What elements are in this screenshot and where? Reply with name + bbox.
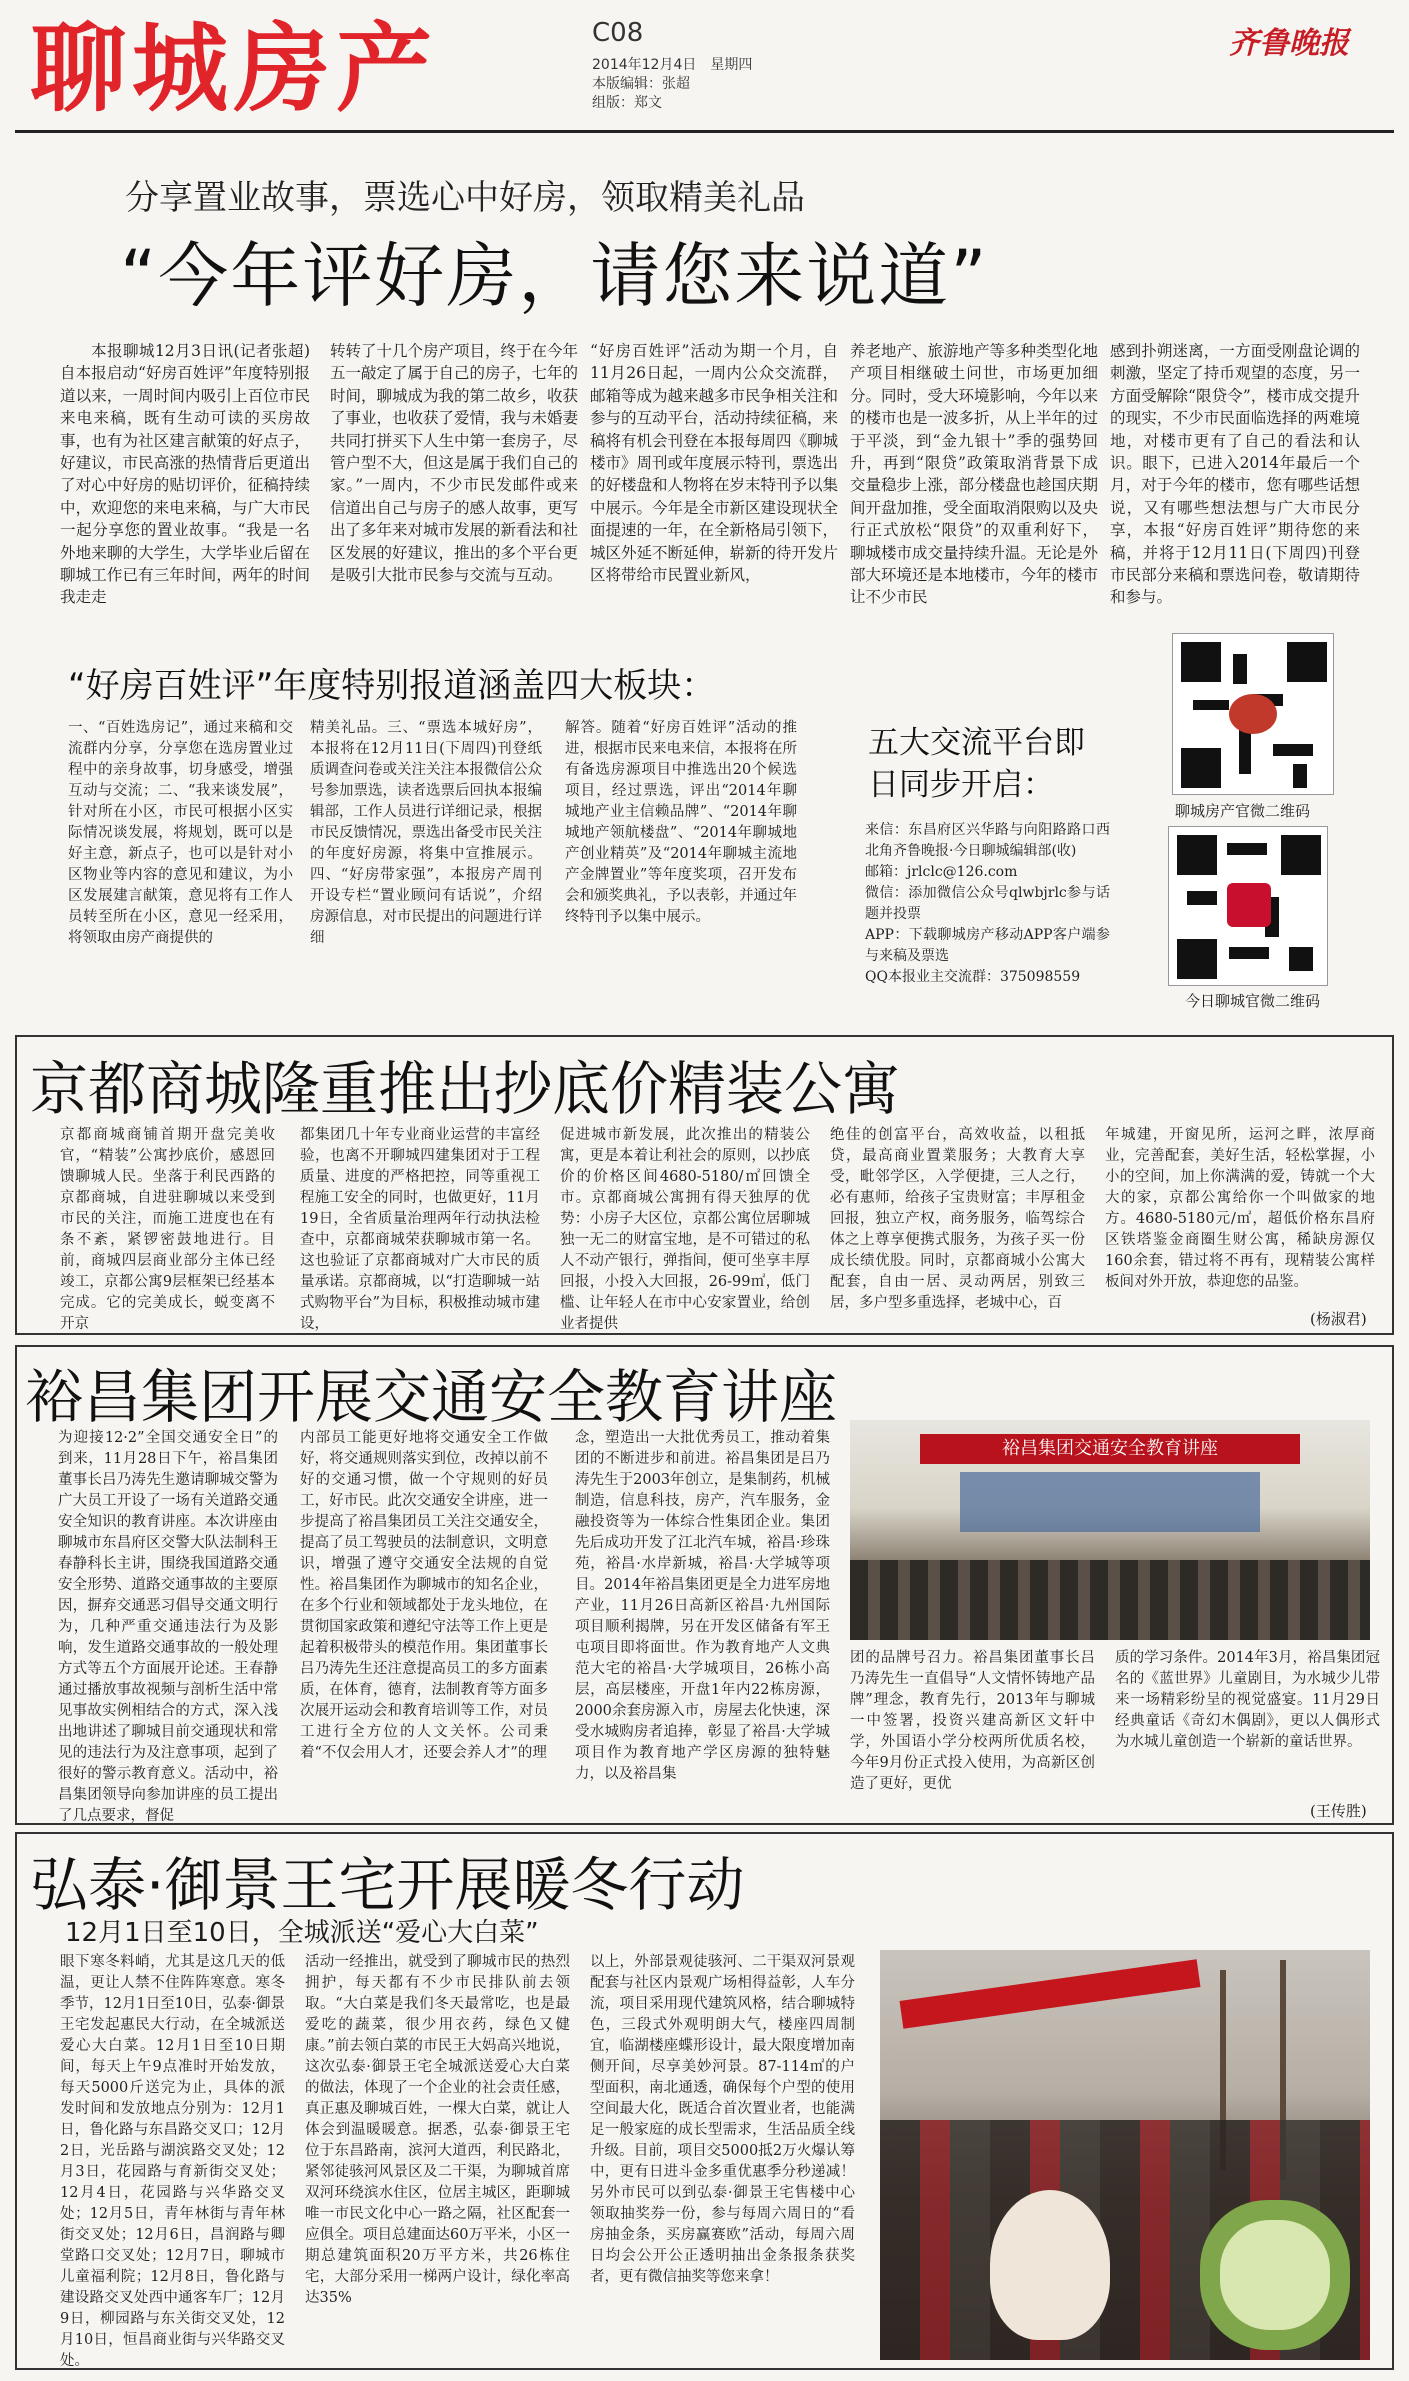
- yuchang-col-3: 念，塑造出一大批优秀员工，推动着集团的不断进步和前进。裕昌集团是吕乃涛先生于2003年创立，是集制药，机械制造，信息科技，房产，汽车服务，金融投资等为一体综合性集团企业。集团先后成功开发了江北汽车城，裕昌·珍珠苑，裕昌·水岸新城，裕昌·大学城等项目。2014年裕昌集团更是全力进军房地产业，11月26日高新区裕昌·九州国际项目顺利揭牌，另在开发区储备有军王屯项目即将面世。作为教育地产人文典范大宅的裕昌·大学城项目，26栋小高层，高层楼座，开盘1年内22栋房源，2000余套房源入市，房屋去化快速，深受水城购房者追捧，彰显了裕昌·大学城项目作为教育地产学区房源的独特魅力，以及裕昌集: [575, 1430, 830, 1782]
- sub-headline: “好房百姓评”年度特别报道涵盖四大板块：: [68, 666, 716, 706]
- qr-caption-official: 聊城房产官微二维码: [1175, 802, 1311, 820]
- yuchang-lecture-photo: [850, 1420, 1370, 1640]
- platform-app: APP：下载聊城房产移动APP客户端参与来稿及票选: [865, 927, 1110, 964]
- lead-col-3: “好房百姓评”活动为期一个月，自11月26日起，一周内公众交流群，邮箱等成为越来越多市民争相关注和参与的互动平台，活动持续征稿，来稿将有机会刊登在本报每周四《聊城楼市》周刊或年度展示特刊，票选出的好楼盘和人物将在岁末特刊予以集中展示。今年是全市新区建设现状全面提速的一年，在全新格局引领下，城区外延不断延伸，崭新的待开发片区将带给市民置业新风，: [590, 342, 839, 585]
- hongtai-col-3: 以上，外部景观徒骇河、二干渠双河景观配套与社区内景观广场相得益彰，人车分流，项目采用现代建筑风格，结合聊城特色，三段式外观明朗大气，楼座四周制宜，临湖楼座蝶形设计，最大限度增加南侧开间，尽享美妙河景。87-114㎡的户型面积，南北通透，确保每个户型的使用空间最大化，既适合首次置业者，也能满足一般家庭的成长型需求，生活品质全线升级。目前，项目交5000抵2万火爆认筹中，更有日进斗金多重优惠季分秒递减！另外市民可以到弘泰·御景王宅售楼中心领取抽奖券一份，参与每周六周日的“看房抽金条，买房赢赛欧”活动，每周六周日均会公开公正透明抽出金条报条获奖者，更有微信抽奖等您来拿！: [590, 1954, 855, 2285]
- lead-headline: “今年评好房，请您来说道”: [120, 235, 989, 317]
- platform-mail: 来信：东昌府区兴华路与向阳路路口西北角齐鲁晚报·今日聊城编辑部(收): [865, 822, 1110, 859]
- jingdu-col-3: 促进城市新发展，此次推出的精装公寓，更是本着让利社会的原则，以抄底价的价格区间4680-5180/㎡回馈全市。京都商城公寓拥有得天独厚的优势：小房子大区位，京都公寓位居聊城独一无二的财富宝地，是不可错过的私人不动产银行，弹指间，便可坐享丰厚回报，小投入大回报，26-99㎡，低门槛、让年轻人在市中心安家置业，给创业者提供: [560, 1127, 810, 1332]
- article-yuchang-headline: 裕昌集团开展交通安全教育讲座: [25, 1363, 838, 1431]
- sub-col-3: 解答。随着“好房百姓评”活动的推进，根据市民来电来信，本报将在所有备选房源项目中推选出20个候选项目，经过票选，评出“2014年聊城地产业主信赖品牌”、“2014年聊城地产领航楼盘”、“2014年聊城地产创业精英”及“2014年聊城主流地产金牌置业”等年度奖项，召开发布会和颁奖典礼，予以表彰，并通过年终特刊予以集中展示。: [565, 720, 797, 925]
- jingdu-col-2: 都集团几十年专业商业运营的丰富经验，也离不开聊城四建集团对于工程质量、进度的严格把控，同等重视工程施工安全的同时，也做更好，11月19日，全省质量治理两年行动执法检查中，京都商城荣获聊城市第一名。这也验证了京都商城对广大市民的质量承诺。京都商城，以“打造聊城一站式购物平台”为目标，积极推动城市建设，: [300, 1127, 540, 1332]
- lead-col-2: 转转了十几个房产项目，终于在今年五一敲定了属于自己的房子，七年的时间，聊城成为我的第二故乡，收获了事业，也收获了爱情，我与未婚妻共同打拼买下人生中第一套房子，尽管户型不大，但这是属于我们自己的家。”一周内，不少市民发邮件或来信道出自己与房子的感人故事，更写出了多年来对城市发展的新看法和社区发展的好建议，推出的多个平台更是吸引大批市民参与交流与互动。: [330, 342, 579, 585]
- article-hongtai-subhead: 12月1日至10日，全城派送“爱心大白菜”: [65, 1918, 539, 1948]
- lecture-banner: 裕昌集团交通安全教育讲座: [920, 1434, 1300, 1464]
- yuchang-signature: (王传胜): [1310, 1802, 1367, 1820]
- qr-caption-jinri: 今日聊城官微二维码: [1185, 992, 1321, 1010]
- masthead-meta: [592, 56, 752, 113]
- designer-credit: 组版：郑文: [592, 95, 662, 111]
- jingdu-signature: (杨淑君): [1310, 1310, 1367, 1328]
- lead-col-5: 感到扑朔迷离，一方面受刚盘论调的刺激，坚定了持币观望的态度，另一方面受解除“限贷令”，楼市成交提升的现实，不少市民面临选择的两难境地，对楼市更有了自己的看法和认识。眼下，已进入2014年最后一个月，对于今年的楼市，您有哪些话想说，又有哪些想法想与广大市民分享，本报“好房百姓评”期待您的来稿，并将于12月11日(下周四)刊登市民部分来稿和票选问卷，敬请期待和参与。: [1110, 342, 1360, 607]
- platform-list: [865, 820, 1110, 1015]
- platform-wechat: 微信：添加微信公众号qlwbjrlc参与话题并投票: [865, 885, 1110, 922]
- qr-code-jinri[interactable]: [1168, 826, 1328, 986]
- article-jingdu-headline: 京都商城隆重推出抄底价精装公寓: [30, 1055, 901, 1123]
- issue-date: 2014年12月4日 星期四: [592, 57, 753, 73]
- hongtai-col-1: 眼下寒冬料峭，尤其是这几天的低温，更让人禁不住阵阵寒意。寒冬季节，12月1日至10日，弘泰·御景王宅发起惠民大行动，在全城派送爱心大白菜。12月1日至10日期间，每天上午9点准时开始发放，每天5000斤送完为止，具体的派发时间和发放地点分别为：12月1日，鲁化路与东昌路交叉口；12月2日，光岳路与湖滨路交叉处；12月3日，花园路与育新街交叉处；12月4日，花园路与兴华路交叉处；12月5日，青年林街与青年林街交叉处；12月6日，昌润路与卿堂路口交叉处；12月7日，聊城市儿童福利院；12月8日，鲁化路与建设路交叉处西中通客车厂；12月9日，柳园路与东关街交叉处，12月10日，恒昌商业街与兴华路交叉处。: [60, 1954, 285, 2369]
- hongtai-col-2: 活动一经推出，就受到了聊城市民的热烈拥护，每天都有不少市民排队前去领取。“大白菜是我们冬天最常吃，也是最爱吃的蔬菜，很少用衣药，绿色又健康。”前去领白菜的市民王大妈高兴地说，这次弘泰·御景王宅全城派送爱心大白菜的做法，体现了一个企业的社会责任感，真正惠及聊城百姓，一棵大白菜，就让人体会到温暖暖意。据悉，弘泰·御景王宅位于东昌路南，滨河大道西，利民路北，紧邻徒骇河风景区及二干渠，为聊城首席双河环绕滨水住区，位居主城区，距聊城唯一市民文化中心一路之隔，社区配套一应俱全。项目总建面达60万平米，小区一期总建筑面积20万平方米，共26栋住宅，大部分采用一梯两户设计，绿化率高达35%: [305, 1954, 570, 2306]
- article-hongtai-headline: 弘泰·御景王宅开展暖冬行动: [30, 1851, 745, 1919]
- masthead-title: 聊城房产: [30, 13, 438, 125]
- lead-col-1: 本报聊城12月3日讯(记者张超) 自本报启动“好房百姓评”年度特别报道以来，一周时间内吸引上百位市民来电来稿，既有生动可读的买房故事，也有为社区建言献策的好点子，好建议，市民高涨的热情背后更道出了对心中好房的贴切评价，征稿持续中，欢迎您的来电来稿，与广大市民一起分享您的置业故事。“我是一名外地来聊的大学生，大学毕业后留在聊城工作已有三年时间，两年的时间我走走: [60, 342, 326, 607]
- platform-title: 五大交流平台即日同步开启：: [868, 725, 1085, 803]
- page-number: C08: [592, 18, 644, 48]
- jingdu-col-5: 年城建，开窗见所，运河之畔，浓厚商业，完善配套，美好生活，轻松掌握，小小的空间，加上你满满的爱，铸就一个大大的家，京都公寓给你一个叫做家的地方。4680-5180元/㎡，超低价格东昌府区铁塔鉴金商圈生财公寓，稀缺房源仅160余套，错过将不再有，现精装公寓样板间对外开放，恭迎您的品鉴。: [1105, 1127, 1375, 1290]
- lead-col-4: 养老地产、旅游地产等多种类型化地产项目相继破土问世，市场更加细分。同时，受大环境影响，今年以来的楼市也是一波多折，从上半年的过于平淡，到“金九银十”季的强势回升，再到“限贷”政策取消背景下成交量稳步上涨，部分楼盘也趁国庆期间开盘加推，受全面取消限购以及央行正式放松“限贷”的双重利好下，聊城楼市成交量持续升温。无论是外部大环境还是本地楼市，今年的楼市让不少市民: [850, 342, 1099, 607]
- yuchang-col-1: 为迎接12·2”全国交通安全日”的到来，11月28日下午，裕昌集团董事长吕乃涛先生邀请聊城交警为广大员工开设了一场有关道路交通安全知识的教育讲座。本次讲座由聊城市东昌府区交警大队法制科王春静科长主讲，围绕我国道路交通安全形势、道路交通事故的主要原因，摒弃交通恶习倡导交通文明行为，几种严重交通违法行为及影响，发生道路交通事故的一般处理方式等五个方面展开论述。王春静通过播放事故视频与剖析生活中常见事故实例相结合的方式，深入浅出地讲述了聊城目前交通现状和常见的违法行为及注意事项，起到了很好的警示教育意义。活动中，裕昌集团领导向参加讲座的员工提出了几点要求，督促: [58, 1430, 278, 1824]
- yuchang-col-5: 质的学习条件。2014年3月，裕昌集团冠名的《蓝世界》儿童剧目，为水城少儿带来一场精彩纷呈的视觉盛宴。11月29日经典童话《奇幻木偶剧》，更以人偶形式为水城儿童创造一个崭新的童话世界。: [1115, 1650, 1380, 1750]
- sub-col-2: 精美礼品。三、“票选本城好房”，本报将在12月11日(下周四)刊登纸质调查问卷或关注关注本报微信公众号参加票选，读者选票后回执本报编辑部，工作人员进行详细记录，根据市民反馈情况，票选出备受市民关注的年度好房源，将集中宣推展示。四、“好房带家强”，本报房产周刊开设专栏“置业顾问有话说”，介绍房源信息，对市民提出的问题进行详细: [310, 720, 542, 946]
- sub-col-1: 一、“百姓选房记”，通过来稿和交流群内分享，分享您在选房置业过程中的亲身故事，切身感受，增强互动与交流；二、“我来谈发展”，针对所在小区，市民可根据小区实际情况谈发展，将规划，既可以是好主意，新点子，也可以是针对小区物业等内容的意见和建议，为小区发展建言献策，意见将有工作人员转至所在小区，意见一经采用，将领取由房产商提供的: [68, 720, 293, 946]
- yuchang-col-4: 团的品牌号召力。裕昌集团董事长吕乃涛先生一直倡导“人文情怀铸地产品牌”理念，教育先行，2013年与聊城一中签署，投资兴建高新区文轩中学，外国语小学分校两所优质名校，今年9月份正式投入使用，为高新区创造了更好，更优: [850, 1650, 1095, 1792]
- yuchang-col-2: 内部员工能更好地将交通安全工作做好，将交通规则落实到位，改掉以前不好的交通习惯，做一个守规则的好员工，好市民。此次交通安全讲座，进一步提高了裕昌集团员工关注交通安全，提高了员工驾驶员的法制意识，文明意识，增强了遵守交通安全法规的自觉性。裕昌集团作为聊城市的知名企业，在多个行业和领域都处于龙头地位，在贯彻国家政策和遵纪守法等工作上更是起着积极带头的模范作用。集团董事长吕乃涛先生还注意提高员工的多方面素质，在体育，德育，法制教育等方面多次展开运动会和教育培训等工作，对员工进行全方位的人文关怀。公司秉着“不仅会用人才，还要会养人才”的理: [300, 1430, 548, 1761]
- jingdu-col-1: 京都商城商铺首期开盘完美收官，“精装”公寓抄底价，感恩回馈聊城人民。坐落于利民西路的京都商城，自进驻聊城以来受到市民的关注，而施工进度也在有条不紊，紧锣密鼓地进行。目前，商城四层商业部分主体已经竣工，京都公寓9层框架已经基本完成。它的完美成长，蜕变离不开京: [60, 1127, 275, 1332]
- masthead-rule: [15, 130, 1394, 133]
- platform-email: 邮箱：jrlclc@126.com: [865, 864, 1018, 880]
- lead-kicker: 分享置业故事，票选心中好房，领取精美礼品: [125, 178, 805, 218]
- qr-code-official[interactable]: [1172, 633, 1334, 795]
- platform-qq: QQ本报业主交流群：375098559: [865, 969, 1081, 985]
- hongtai-cabbage-photo: [880, 1950, 1370, 2360]
- newspaper-logo: 齐鲁晚报: [1229, 26, 1349, 61]
- jingdu-col-4: 绝佳的创富平台，高效收益，以租抵贷，最高商业置業服务；大教育大享受，毗邻学区，入学便捷，三人之行，必有惠师，给孩子宝贵财富；丰厚租金回报，独立产权，商务服务，临驾综合体之上尊享便携式服务，为孩子买一份成长绩优股。同时，京都商城小公寓大配套，自由一居、灵动两居，别致三居，多户型多重选择，老城中心，百: [830, 1127, 1085, 1311]
- editor-credit: 本版编辑：张超: [592, 76, 690, 92]
